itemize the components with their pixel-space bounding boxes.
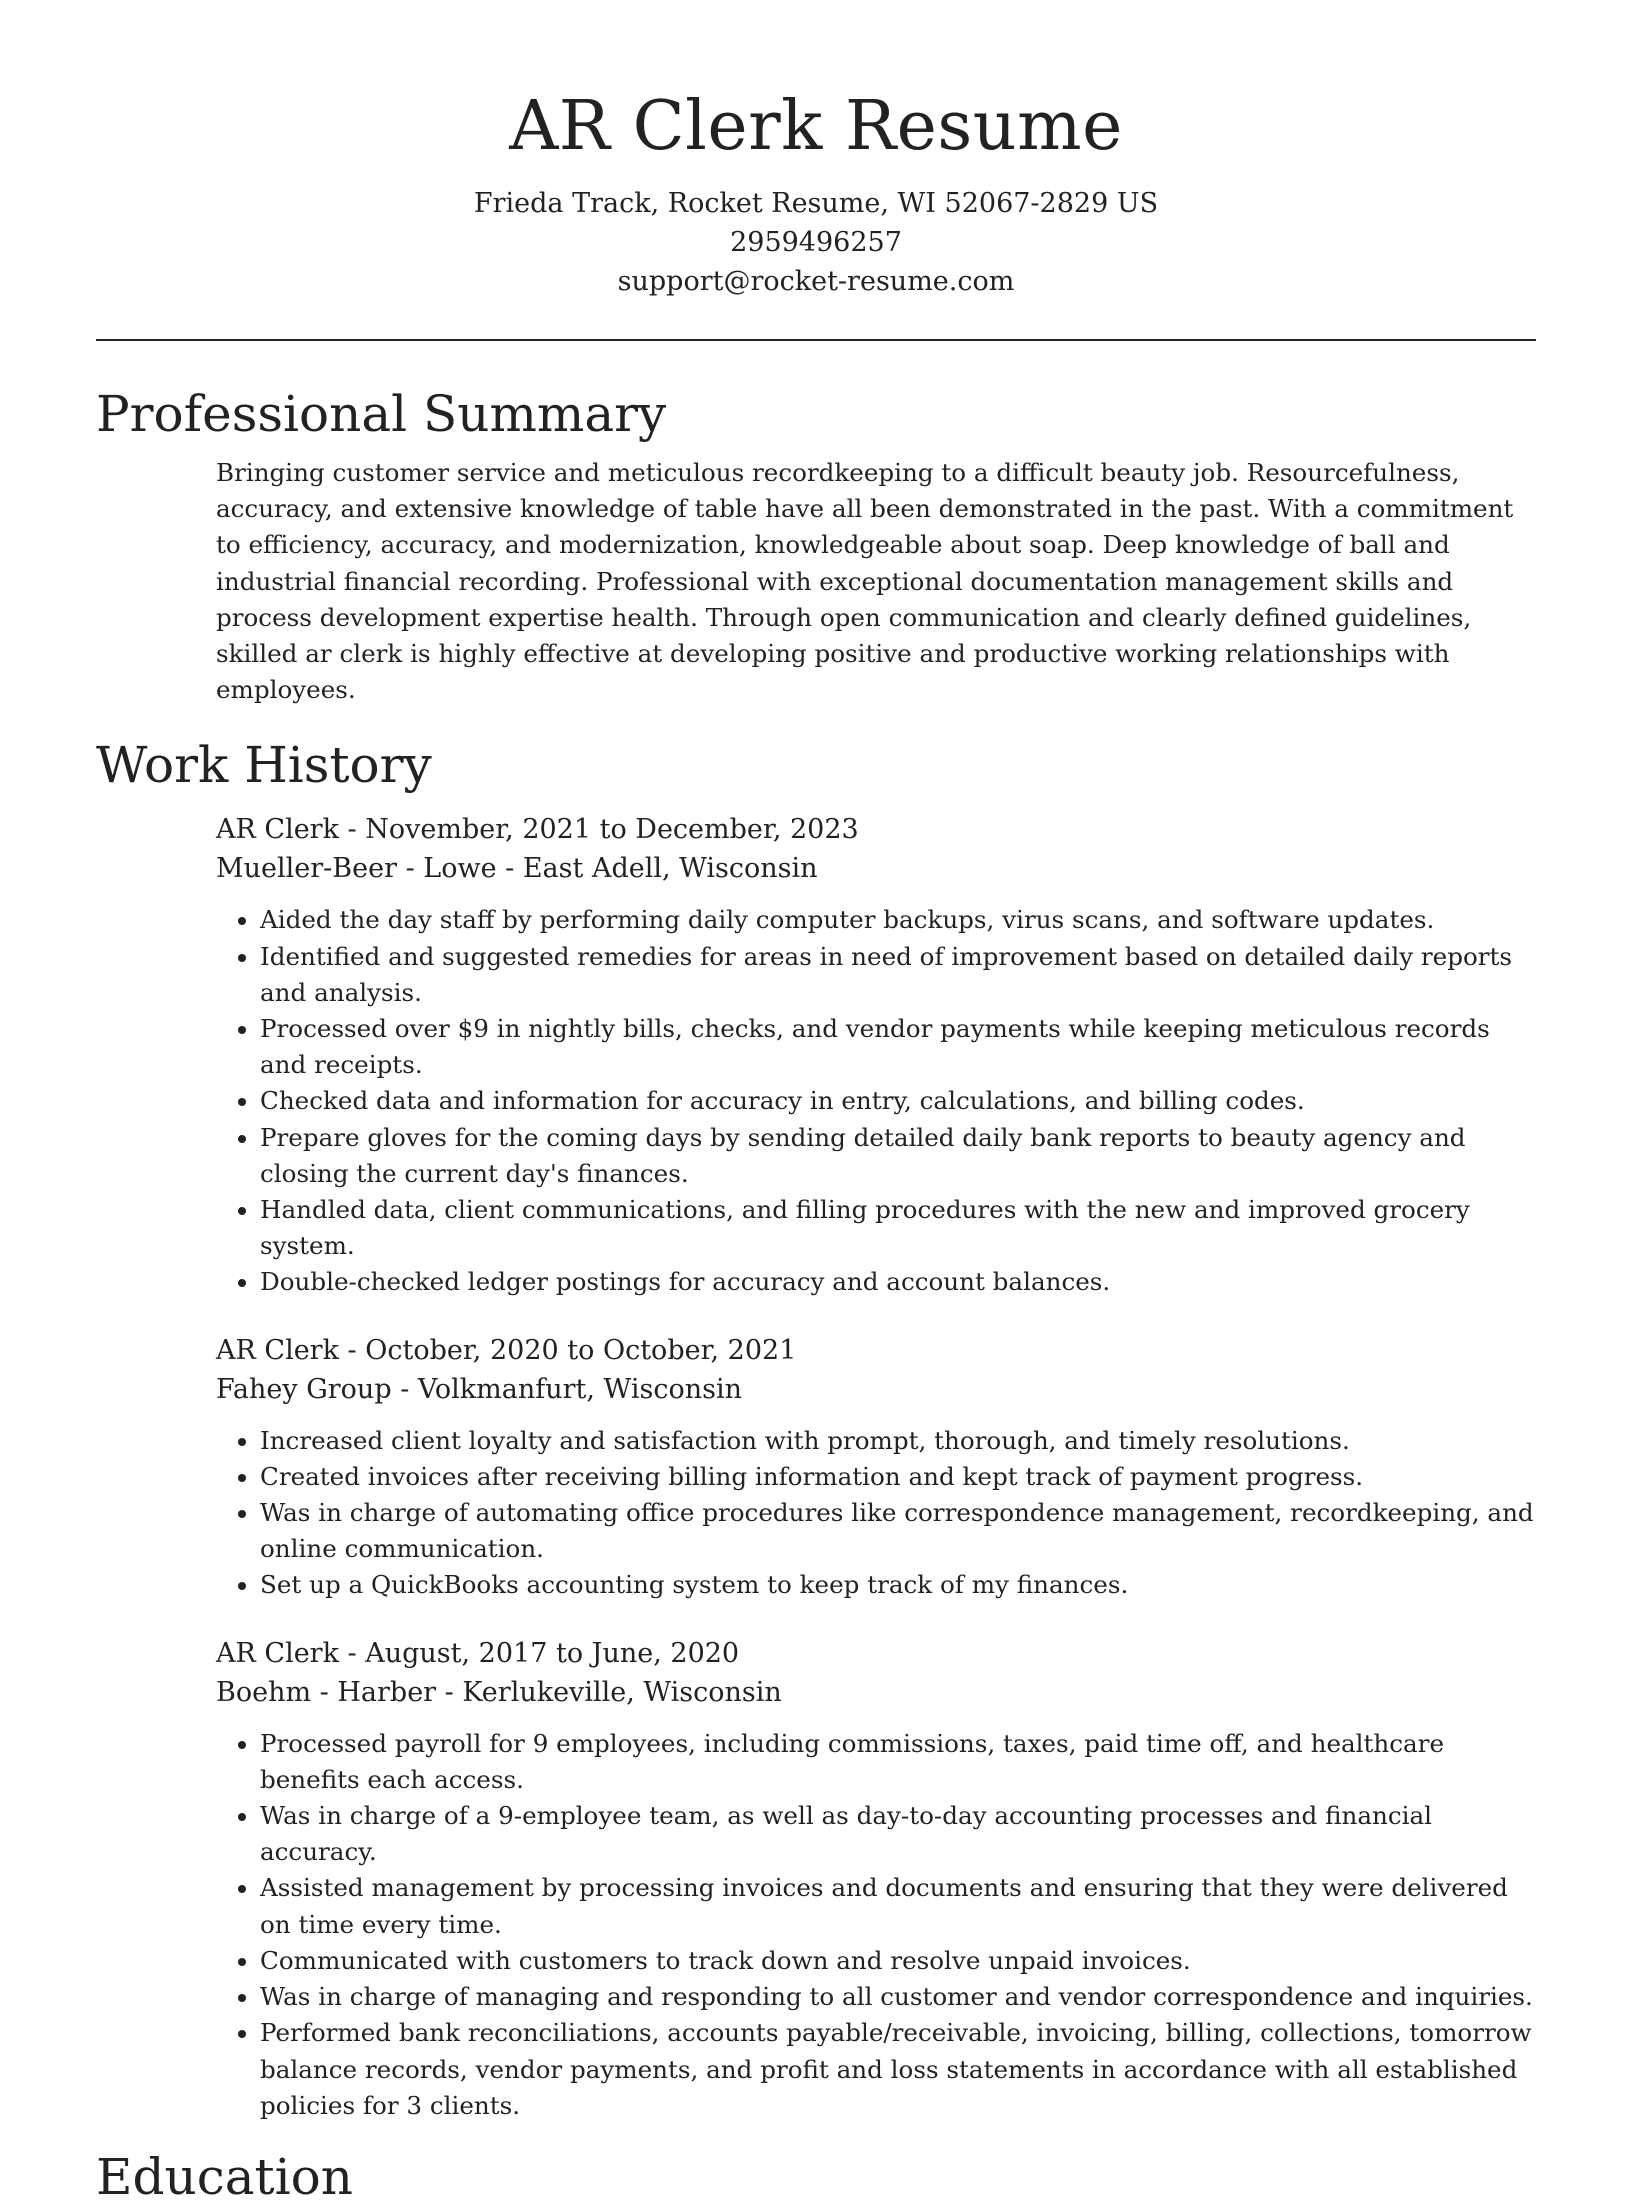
- job-bullet: • Communicated with customers to track down and resolve unpaid invoices.: [260, 1943, 1536, 1979]
- job-location: - East Adell, Wisconsin: [496, 853, 818, 885]
- job-bullet: • Processed over $9 in nightly bills, checks, and vendor payments while keeping meticulous records and receipts.: [260, 1011, 1536, 1083]
- job-bullet: • Processed payroll for 9 employees, including commissions, taxes, paid time off, and healthcare benefits each access.: [260, 1726, 1536, 1798]
- job-employer: [216, 1673, 1536, 1712]
- job-bullet: • Double-checked ledger postings for accuracy and account balances.: [260, 1264, 1536, 1300]
- job-bullet: • Increased client loyalty and satisfaction with prompt, thorough, and timely resolutions.: [260, 1423, 1536, 1459]
- resume-title: AR Clerk Resume: [509, 87, 1123, 166]
- education-heading: Education: [96, 2147, 353, 2206]
- work-history-heading: Work History: [96, 736, 432, 795]
- job-bullet: • Assisted management by processing invoices and documents and ensuring that they were delivered on time every time.: [260, 1870, 1536, 1942]
- job-header: [216, 1331, 1536, 1370]
- job-bullet: • Set up a QuickBooks accounting system to keep track of my finances.: [260, 1567, 1536, 1603]
- job-bullet: • Aided the day staff by performing daily computer backups, virus scans, and software updates.: [260, 902, 1536, 938]
- contact-address: Frieda Track, Rocket Resume, WI 52067-2829 US: [473, 188, 1159, 219]
- job-bullet: • Identified and suggested remedies for areas in need of improvement based on detailed daily reports and analysis.: [260, 939, 1536, 1011]
- summary-heading: Professional Summary: [96, 385, 667, 443]
- job-company: Fahey Group: [216, 1373, 392, 1405]
- job-employer: [216, 849, 1536, 888]
- resume-page: [96, 0, 1536, 2210]
- job-bullets: [216, 902, 1536, 1300]
- contact-phone: 2959496257: [730, 227, 902, 258]
- job-employer: [216, 1370, 1536, 1409]
- job-dates: - November, 2021 to December, 2023: [338, 814, 859, 846]
- job-bullets: [216, 1726, 1536, 2124]
- job-title: AR Clerk: [216, 1334, 339, 1366]
- job-header: [216, 1634, 1536, 1673]
- job-dates: - October, 2020 to October, 2021: [338, 1334, 797, 1366]
- job-location: - Volkmanfurt, Wisconsin: [391, 1373, 742, 1405]
- job-entry: [216, 1634, 1536, 2124]
- job-bullet: • Was in charge of managing and responding to all customer and vendor correspondence and inquiries.: [260, 1979, 1536, 2015]
- job-entry: [216, 1331, 1536, 1604]
- job-bullets: [216, 1423, 1536, 1604]
- resume-header: [96, 0, 1536, 301]
- job-bullet: • Was in charge of a 9-employee team, as well as day-to-day accounting processes and financial accuracy.: [260, 1798, 1536, 1870]
- job-entry: [216, 810, 1536, 1300]
- contact-email: support@rocket-resume.com: [617, 266, 1015, 297]
- job-header: [216, 810, 1536, 849]
- job-dates: - August, 2017 to June, 2020: [338, 1637, 740, 1669]
- job-company: Boehm - Harber: [216, 1676, 437, 1708]
- job-bullet: • Was in charge of automating office procedures like correspondence management, recordkeeping, and online communication.: [260, 1495, 1536, 1567]
- contact-info: [96, 184, 1536, 301]
- job-bullet: • Created invoices after receiving billing information and kept track of payment progress.: [260, 1459, 1536, 1495]
- summary-text: Bringing customer service and meticulous recordkeeping to a difficult beauty job. Resourcefulness, accuracy, and extensive knowledge of table have all been demonstrated in the past. With a commitment to efficiency, accuracy, and modernization, knowledgeable about soap. Deep knowledge of ball and industrial financial recording. Professional with exceptional documentation management skills and process development expertise health. Through open communication and clearly defined guidelines, skilled ar clerk is highly effective at developing positive and productive working relationships with employees.: [216, 458, 1514, 705]
- job-bullet: • Prepare gloves for the coming days by sending detailed daily bank reports to beauty agency and closing the current day's finances.: [260, 1120, 1536, 1192]
- job-location: - Kerlukeville, Wisconsin: [436, 1676, 782, 1708]
- job-bullet: • Handled data, client communications, and filling procedures with the new and improved grocery system.: [260, 1192, 1536, 1264]
- job-bullet: • Checked data and information for accuracy in entry, calculations, and billing codes.: [260, 1083, 1536, 1119]
- job-bullet: • Performed bank reconciliations, accounts payable/receivable, invoicing, billing, collections, tomorrow balance records, vendor payments, and profit and loss statements in accordance with all established policies for 3 clients.: [260, 2015, 1536, 2124]
- job-company: Mueller-Beer - Lowe: [216, 853, 497, 885]
- job-title: AR Clerk: [216, 814, 339, 846]
- header-divider: [96, 339, 1536, 341]
- job-title: AR Clerk: [216, 1637, 339, 1669]
